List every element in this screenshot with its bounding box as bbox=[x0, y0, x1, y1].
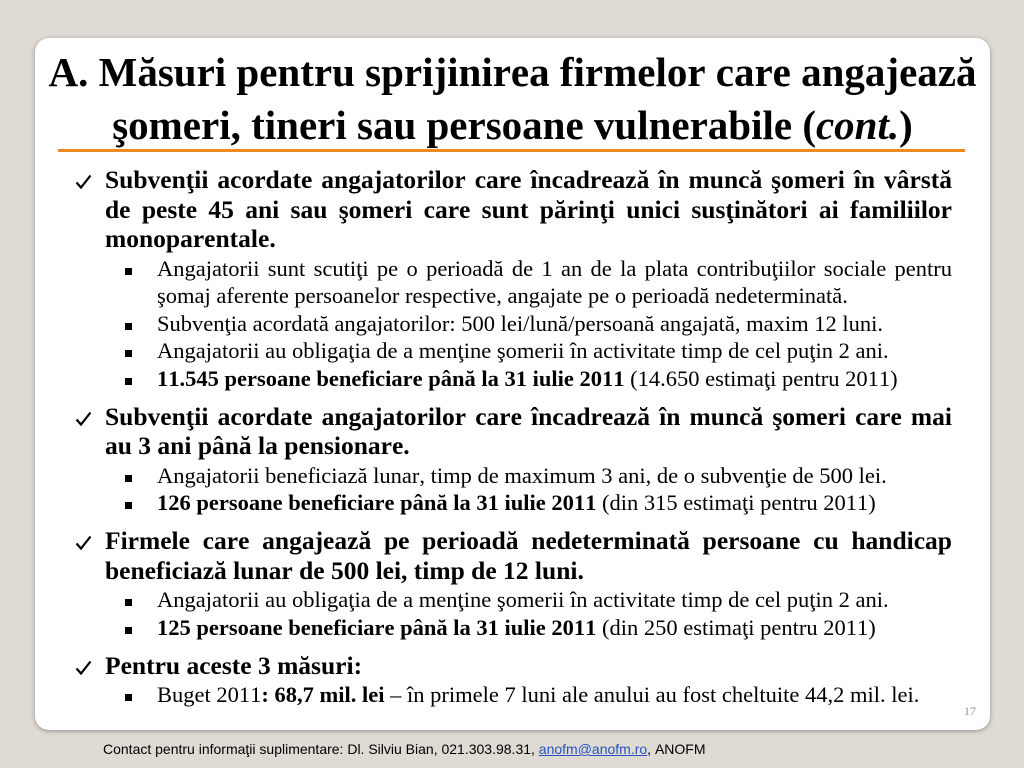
measure-item bbox=[105, 402, 952, 517]
footer-suffix: , ANOFM bbox=[647, 741, 706, 757]
detail-text: Subvenţia acordată angajatorilor: 500 lei/lună/persoană angajată, maxim 12 luni. bbox=[157, 310, 884, 336]
detail-list bbox=[105, 255, 952, 393]
detail-text: Angajatorii au obligaţia de a menţine şomerii în activitate timp de cel puţin 2 ani. bbox=[157, 338, 889, 363]
email-link[interactable]: anofm@anofm.ro bbox=[538, 741, 648, 757]
detail-text-bold: 11.545 persoane beneficiare până la 31 iulie 2011 bbox=[157, 365, 625, 391]
slide-title bbox=[35, 46, 990, 152]
detail-item bbox=[157, 337, 952, 365]
measure-heading: Subvenţii acordate angajatorilor care încadrează în muncă şomeri în vârstă de peste 45 ani sau şomeri care sunt părinţi unici susţinători ai familiilor monoparentale. bbox=[105, 165, 952, 253]
detail-item bbox=[157, 255, 952, 310]
detail-text-bold: : 68,7 mil. lei bbox=[261, 682, 385, 707]
measure-heading: Subvenţii acordate angajatorilor care încadrează în muncă şomeri care mai au 3 ani până la pensionare. bbox=[105, 401, 952, 460]
detail-text-bold: 125 persoane beneficiare până la 31 iulie 2011 bbox=[157, 614, 597, 640]
detail-item bbox=[157, 614, 952, 642]
measure-heading: Pentru aceste 3 măsuri: bbox=[105, 650, 363, 680]
footer-contact-text: Contact pentru informaţii suplimentare: Dl. Silviu Bian, 021.303.98.31, bbox=[103, 741, 539, 757]
square-bullet-icon bbox=[125, 323, 132, 330]
square-bullet-icon bbox=[125, 599, 132, 606]
detail-text: (din 250 estimaţi pentru 2011) bbox=[596, 614, 876, 640]
square-bullet-icon bbox=[125, 350, 132, 357]
detail-list bbox=[105, 681, 952, 709]
measure-item bbox=[105, 526, 952, 641]
detail-item bbox=[157, 310, 952, 338]
checkmark-icon bbox=[75, 174, 92, 190]
square-bullet-icon bbox=[125, 502, 132, 509]
slide-card bbox=[35, 38, 990, 730]
square-bullet-icon bbox=[125, 694, 132, 701]
detail-text-prefix: Buget 2011 bbox=[157, 682, 262, 707]
detail-item bbox=[157, 365, 952, 393]
detail-text: Angajatorii sunt scutiţi pe o perioadă de 1 an de la plata contribuţiilor sociale pentru şomaj aferente persoanelor respective, angajate pe o perioadă nedeterminată. bbox=[157, 255, 952, 308]
detail-text-bold: 126 persoane beneficiare până la 31 iulie 2011 bbox=[157, 490, 597, 515]
checkmark-icon bbox=[75, 535, 92, 551]
detail-text: Angajatorii au obligaţia de a menţine şomerii în activitate timp de cel puţin 2 ani. bbox=[157, 587, 889, 612]
detail-item bbox=[157, 462, 952, 490]
detail-text: (din 315 estimaţi pentru 2011) bbox=[596, 490, 876, 515]
detail-text: Angajatorii beneficiază lunar, timp de maximum 3 ani, de o subvenţie de 500 lei. bbox=[157, 462, 887, 488]
title-divider bbox=[58, 149, 965, 152]
footer-contact bbox=[103, 741, 706, 758]
measure-heading: Firmele care angajează pe perioadă nedeterminată persoane cu handicap beneficiază lunar de 500 lei, timp de 12 luni. bbox=[105, 526, 952, 585]
detail-item bbox=[157, 586, 952, 614]
checkmark-icon bbox=[75, 411, 92, 427]
square-bullet-icon bbox=[125, 268, 132, 275]
detail-text: (14.650 estimaţi pentru 2011) bbox=[624, 365, 898, 391]
square-bullet-icon bbox=[125, 475, 132, 482]
detail-text: – în primele 7 luni ale anului au fost cheltuite 44,2 mil. lei. bbox=[384, 682, 920, 707]
slide-number: 17 bbox=[964, 704, 976, 718]
checkmark-icon bbox=[75, 660, 92, 676]
title-line-1: A. Măsuri pentru sprijinirea firmelor care angajează bbox=[48, 49, 977, 95]
measure-item bbox=[105, 165, 952, 392]
detail-item bbox=[157, 489, 952, 517]
detail-list bbox=[105, 462, 952, 517]
square-bullet-icon bbox=[125, 627, 132, 634]
title-line-2-end: ) bbox=[899, 102, 913, 148]
square-bullet-icon bbox=[125, 378, 132, 385]
detail-list bbox=[105, 586, 952, 641]
title-italic-text: cont. bbox=[815, 102, 900, 148]
title-line-2-text: şomeri, tineri sau persoane vulnerabile ( bbox=[112, 102, 816, 148]
measure-item bbox=[105, 651, 952, 709]
detail-item bbox=[157, 681, 952, 709]
content-area bbox=[105, 165, 952, 709]
title-line-2 bbox=[35, 99, 990, 152]
